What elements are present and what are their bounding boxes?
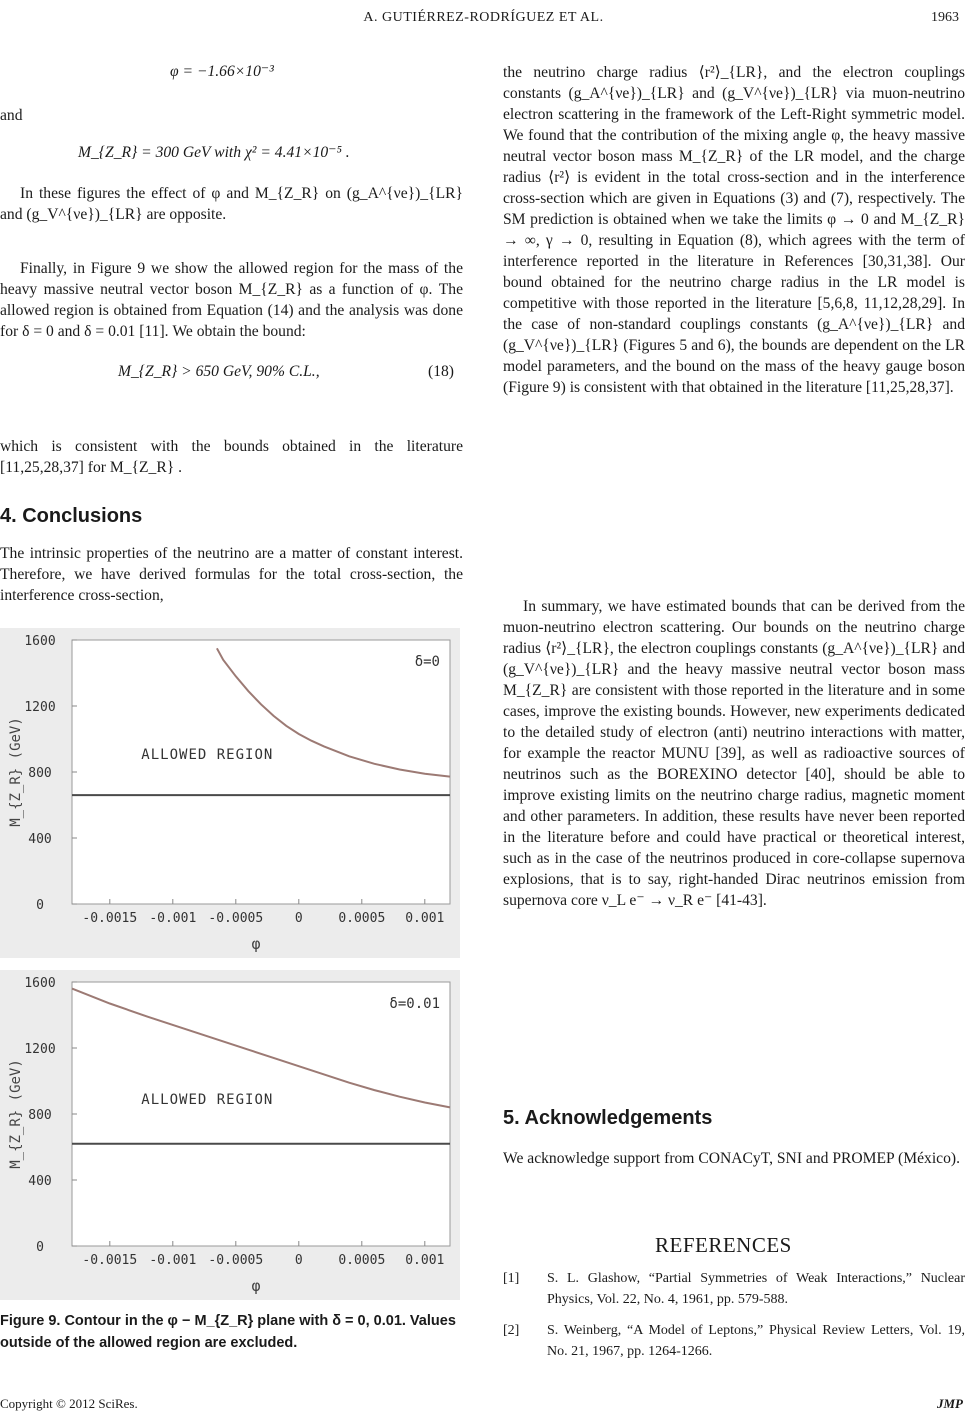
- y-tick-label: 400: [28, 1174, 52, 1189]
- y-tick-label: 800: [28, 1108, 52, 1123]
- x-tick-label: -0.0005: [208, 1253, 264, 1268]
- x-tick-label: 0: [294, 911, 303, 926]
- equation-18: M_{Z_R} > 650 GeV, 90% C.L.,: [118, 363, 320, 380]
- footer-journal: JMP: [937, 1396, 963, 1411]
- y-tick-label: 0: [36, 1240, 44, 1255]
- delta-annotation: δ=0.01: [389, 996, 440, 1012]
- x-tick-label: -0.0015: [82, 911, 138, 926]
- x-tick-label: 0: [294, 1253, 303, 1268]
- heading-conclusions: 4. Conclusions: [0, 505, 143, 527]
- x-axis-label: φ: [251, 935, 261, 953]
- x-tick-label: 0.001: [405, 911, 445, 926]
- y-tick-label: 1200: [24, 1042, 56, 1057]
- x-tick-label: -0.0005: [208, 911, 264, 926]
- reference-item: [2] S. Weinberg, “A Model of Leptons,” Physical Review Letters, Vol. 19, No. 21, 1967, pp. 1264-1266.: [503, 1323, 965, 1359]
- equation-18-number: (18): [428, 363, 454, 380]
- y-axis-label: M_{Z_R} (GeV): [8, 1059, 24, 1169]
- allowed-region-label: ALLOWED REGION: [141, 1092, 274, 1109]
- page-header: [0, 6, 967, 36]
- allowed-region-label: ALLOWED REGION: [141, 746, 274, 763]
- x-axis-label: φ: [251, 1277, 261, 1295]
- y-tick-label: 0: [36, 898, 44, 913]
- y-axis-label: M_{Z_R} (GeV): [8, 717, 24, 827]
- x-tick-label: 0.0005: [338, 1253, 386, 1268]
- paragraph-summary: In summary, we have estimated bounds that can be derived from the muon-neutrino electron scattering. Our bounds on the neutrino charge radius ⟨r²⟩_{LR}, the electron couplings constants (g_A^{νe})_{LR} and (g_V^{νe})_{LR} and the heavy massive neutral vector boson mass M_{Z_R} are consistent with those reported in the literature and in some cases, improve the existing bounds. However, new experiments dedicated to the detailed study of electron (anti) neutrino interactions with matter, for example the reactor MUNU [39], as well as radioactive sources of neutrinos such as the BOREXINO detector [40], should be able to improve existing limits on the neutrino charge radius, magnetic moment and other parameters. In addition, these results have never been reported in the literature before and could have practical or theoretical interest, such as in the case of the neutrinos produced in core-collapse supernova explosions, that is to say, right-handed Dirac neutrinos emission from supernova core ν_L e⁻ → ν_R e⁻ [41-43].: [503, 598, 965, 909]
- y-tick-label: 1600: [24, 634, 56, 649]
- paragraph-effect: In these figures the effect of φ and M_{Z_R} on (g_A^{νe})_{LR} and (g_V^{νe})_{LR} are opposite.: [0, 185, 463, 223]
- y-tick-label: 1600: [24, 976, 56, 991]
- paragraph-conclusions-cont: the neutrino charge radius ⟨r²⟩_{LR}, and the electron couplings constants (g_A^{νe})_{LR} and (g_V^{νe})_{LR} via muon-neutrino electron scattering in the framework of the Left-Right symmetric model. We found that the contribution of the mixing angle φ, the heavy massive neutral vector boson mass M_{Z_R} of the LR model, and the charge radius ⟨r²⟩ is evident in the total cross-section and in the interference cross-section which are given in Equations (3) and (7), respectively. The SM prediction is obtained when we take the limits φ → 0 and M_{Z_R} → ∞, γ → 0, resulting in Equation (8), which agrees with the term of interference reported in the literature in References [30,31,38]. Our bound obtained for the neutrino charge radius in the LR model is competitive with those reported in the literature [5,6,8, 11,12,28,29]. In the case of non-standard couplings constants (g_A^{νe})_{LR} and (g_V^{νe})_{LR} (Figures 5 and 6), the bounds are dependent on the LR model parameters, and the bound on the mass of the heavy gauge boson (Figure 9) is consistent with that obtained in the literature [11,25,28,37].: [503, 64, 965, 396]
- y-tick-label: 1200: [24, 700, 56, 715]
- paragraph-conclusions: The intrinsic properties of the neutrino are a matter of constant interest. Therefore, we have derived formulas for the total cross-section, the interference cross-section,: [0, 545, 463, 604]
- paragraph-consistent: which is consistent with the bounds obtained in the literature [11,25,28,37] for M_{Z_R} .: [0, 438, 463, 476]
- x-tick-label: -0.001: [149, 911, 197, 926]
- references-heading: REFERENCES: [655, 1233, 792, 1257]
- x-tick-label: -0.001: [149, 1253, 197, 1268]
- equation-mzr: M_{Z_R} = 300 GeV with χ² = 4.41×10⁻⁵ .: [78, 144, 350, 161]
- running-title: A. GUTIÉRREZ-RODRÍGUEZ ET AL.: [363, 10, 604, 25]
- figure9-panel-delta0: [0, 628, 460, 958]
- x-tick-label: 0.001: [405, 1253, 445, 1268]
- x-tick-label: 0.0005: [338, 911, 386, 926]
- plot-area: [72, 640, 450, 904]
- reference-item: [1] S. L. Glashow, “Partial Symmetries of Weak Interactions,” Nuclear Physics, Vol. 22, No. 4, 1961, pp. 579-588.: [503, 1271, 965, 1307]
- page-number: 1963: [931, 10, 959, 25]
- plot-area: [72, 982, 450, 1246]
- footer-copyright: Copyright © 2012 SciRes.: [0, 1396, 138, 1411]
- y-tick-label: 800: [28, 766, 52, 781]
- paragraph-acknowledgements: We acknowledge support from CONACyT, SNI and PROMEP (México).: [503, 1150, 960, 1167]
- x-tick-label: -0.0015: [82, 1253, 138, 1268]
- heading-acknowledgements: 5. Acknowledgements: [503, 1107, 713, 1129]
- equation-phi: φ = −1.66×10⁻³: [170, 63, 274, 80]
- y-tick-label: 400: [28, 832, 52, 847]
- figure9-panel-delta001: [0, 970, 460, 1300]
- paragraph-figure9: Finally, in Figure 9 we show the allowed region for the mass of the heavy massive neutral vector boson M_{Z_R} as a function of φ. The allowed region is obtained from Equation (14) and the analysis was done for δ = 0 and δ = 0.01 [11]. We obtain the bound:: [0, 260, 463, 340]
- figure9-caption: Figure 9. Contour in the φ − M_{Z_R} plane with δ = 0, 0.01. Values outside of the allowed region are excluded.: [0, 1313, 456, 1351]
- chart-delta0: [0, 628, 460, 958]
- delta-annotation: δ=0: [414, 654, 440, 670]
- chart-delta001: [0, 970, 460, 1300]
- text-and: and: [0, 107, 23, 124]
